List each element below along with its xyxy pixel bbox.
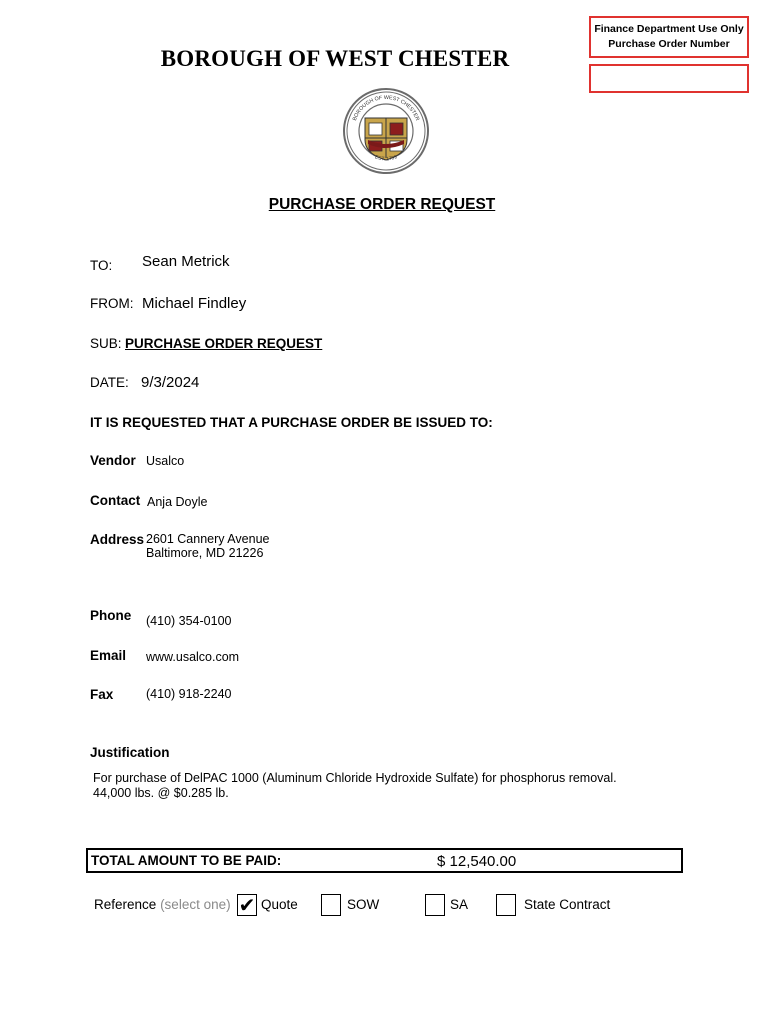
form-title-text: PURCHASE ORDER REQUEST: [268, 196, 496, 213]
total-label: TOTAL AMOUNT TO BE PAID:: [91, 853, 282, 868]
justification-label: Justification: [90, 745, 170, 760]
state-contract-checkbox[interactable]: [496, 894, 516, 916]
vendor-label: Vendor: [90, 453, 136, 468]
date-label: DATE:: [90, 375, 129, 390]
justification-line-1[interactable]: For purchase of DelPAC 1000 (Aluminum Chloride Hydroxide Sulfate) for phosphorus removal.: [93, 771, 617, 785]
quote-checkbox[interactable]: [237, 894, 257, 916]
sa-checkbox[interactable]: [425, 894, 445, 916]
check-icon: ✔: [238, 893, 256, 917]
from-value[interactable]: Michael Findley: [142, 295, 247, 312]
fax-value[interactable]: (410) 918-2240: [146, 687, 232, 701]
address-line-2[interactable]: Baltimore, MD 21226: [146, 546, 264, 560]
email-value[interactable]: www.usalco.com: [146, 650, 240, 664]
contact-value[interactable]: Anja Doyle: [147, 495, 208, 509]
request-heading: IT IS REQUESTED THAT A PURCHASE ORDER BE ISSUED TO:: [90, 415, 493, 430]
form-title: [0, 196, 770, 214]
organization-name: BOROUGH OF WEST CHESTER: [160, 46, 510, 71]
justification-line-2[interactable]: 44,000 lbs. @ $0.285 lb.: [93, 786, 229, 800]
finance-use-box: [589, 16, 749, 58]
address-line-1[interactable]: 2601 Cannery Avenue: [146, 532, 270, 546]
sub-label: SUB:: [90, 336, 122, 351]
sow-option-label: SOW: [347, 897, 380, 912]
fax-label: Fax: [90, 687, 114, 702]
phone-value[interactable]: (410) 354-0100: [146, 614, 232, 628]
date-value[interactable]: 9/3/2024: [141, 374, 200, 391]
email-label: Email: [90, 648, 127, 663]
total-value[interactable]: $ 12,540.00: [437, 853, 517, 870]
address-label: Address: [90, 532, 145, 547]
state-contract-option-label: State Contract: [524, 897, 611, 912]
from-label: FROM:: [90, 296, 134, 311]
reference-label: [94, 897, 231, 912]
reference-label-text: Reference: [94, 897, 157, 912]
vendor-value[interactable]: Usalco: [146, 454, 185, 468]
phone-label: Phone: [90, 608, 132, 623]
sub-value: PURCHASE ORDER REQUEST: [125, 336, 323, 351]
finance-line-1: Finance Department Use Only: [594, 23, 744, 35]
purchase-order-number-field[interactable]: [589, 64, 749, 93]
seal-top-text: BOROUGH OF WEST CHESTER: [351, 94, 421, 122]
quote-option-label: Quote: [261, 897, 298, 912]
seal-bottom-text: EST. 1799: [374, 154, 398, 163]
sow-checkbox[interactable]: [321, 894, 341, 916]
contact-label: Contact: [90, 493, 141, 508]
sa-option-label: SA: [450, 897, 469, 912]
borough-seal-logo: [343, 88, 429, 174]
to-value[interactable]: Sean Metrick: [142, 253, 230, 270]
finance-line-2: Purchase Order Number: [608, 38, 730, 50]
reference-hint: (select one): [160, 897, 231, 912]
to-label: TO:: [90, 258, 113, 273]
